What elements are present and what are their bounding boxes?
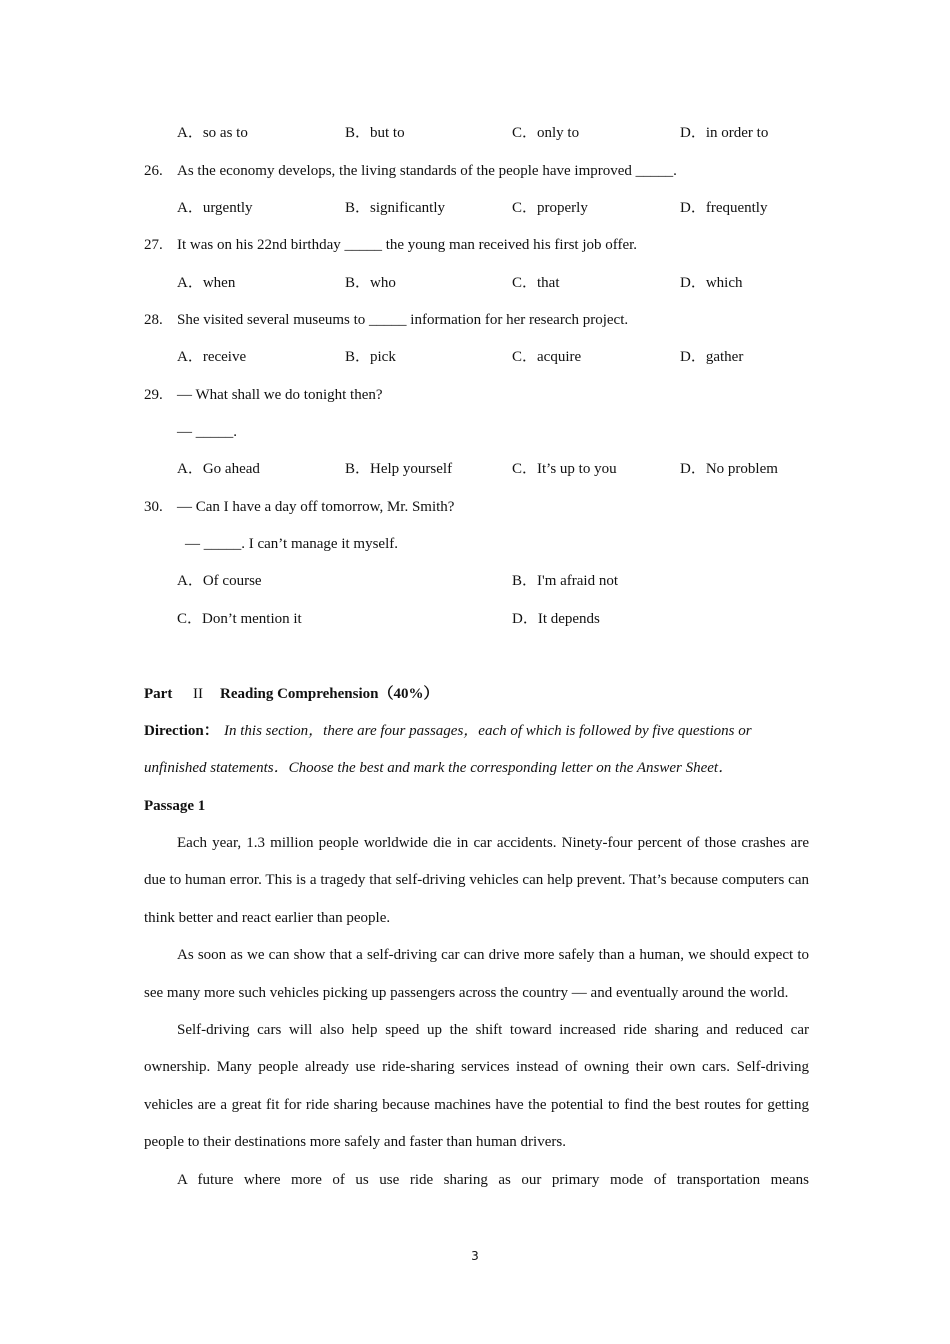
option-b[interactable]: B．pick (345, 349, 396, 365)
question-text: She visited several museums to _____ information for her research project. (177, 312, 629, 328)
q29-options (144, 460, 809, 480)
option-b[interactable]: B．significantly (345, 200, 445, 216)
question-number: 30. (144, 499, 163, 515)
option-a[interactable]: A．when (177, 275, 236, 291)
passage-title (144, 797, 809, 817)
q25-options (144, 124, 809, 144)
direction-text: In this section，there are four passages，each of which is followed by five questions or (224, 723, 752, 739)
option-d[interactable]: D．which (680, 275, 743, 291)
option-c[interactable]: C．acquire (512, 349, 582, 365)
option-d[interactable]: D．It depends (512, 611, 600, 627)
q28-options (144, 348, 809, 368)
option-a[interactable]: A．Go ahead (177, 461, 260, 477)
question-number: 27. (144, 237, 163, 253)
q30-options-row2 (144, 610, 809, 630)
option-b[interactable]: B．Help yourself (345, 461, 453, 477)
option-d[interactable]: D．in order to (680, 125, 769, 141)
q26-options (144, 199, 809, 219)
option-b[interactable]: B．but to (345, 125, 405, 141)
q30-reply (144, 535, 809, 555)
option-c[interactable]: C．only to (512, 125, 580, 141)
option-a[interactable]: A．so as to (177, 125, 248, 141)
passage-paragraph: A future where more of us use ride sharing as our primary mode of transportation means (177, 1171, 809, 1188)
question-number: 29. (144, 387, 163, 403)
passage-paragraph: As soon as we can show that a self-driving car can drive more safely than a human, we should expect to see many more such vehicles picking up passengers across the country — and eventually around the world. (144, 947, 809, 1001)
question-27 (144, 236, 809, 256)
passage-body (144, 825, 809, 1199)
direction-line-1 (144, 722, 809, 742)
question-29 (144, 386, 809, 406)
question-text: — What shall we do tonight then? (177, 387, 383, 403)
option-d[interactable]: D．frequently (680, 200, 768, 216)
question-text: It was on his 22nd birthday _____ the young man received his first job offer. (177, 237, 638, 253)
direction-line-2 (144, 759, 809, 779)
direction-text-continued: unfinished statements．Choose the best and mark the corresponding letter on the Answer Sheet． (144, 760, 734, 776)
option-d[interactable]: D．gather (680, 349, 744, 365)
dialogue-reply: — _____. I can’t manage it myself. (185, 536, 399, 552)
heading-title: Reading Comprehension（40%） (220, 686, 439, 702)
question-number: 26. (144, 163, 163, 179)
heading-number: II (193, 686, 203, 702)
q29-reply (144, 423, 809, 443)
heading-part: Part (144, 686, 173, 702)
q30-options-row1 (144, 572, 809, 592)
option-c[interactable]: C．properly (512, 200, 588, 216)
section-heading (144, 685, 809, 705)
option-a[interactable]: A．urgently (177, 200, 253, 216)
passage-paragraph: Each year, 1.3 million people worldwide die in car accidents. Ninety-four percent of those crashes are due to human error. This is a tragedy that self-driving vehicles can help prevent. That’s because computers can think better and react earlier than people. (144, 835, 809, 926)
question-26 (144, 162, 809, 182)
question-28 (144, 311, 809, 331)
passage-title-text: Passage 1 (144, 798, 206, 814)
option-c[interactable]: C．It’s up to you (512, 461, 617, 477)
direction-label: Direction： (144, 723, 219, 739)
option-a[interactable]: A．receive (177, 349, 247, 365)
option-c[interactable]: C．that (512, 275, 560, 291)
question-30 (144, 498, 809, 518)
question-text: — Can I have a day off tomorrow, Mr. Smith? (177, 499, 455, 515)
option-a[interactable]: A．Of course (177, 573, 262, 589)
q27-options (144, 274, 809, 294)
option-b[interactable]: B．I'm afraid not (512, 573, 619, 589)
page-number: 3 (471, 1249, 479, 1263)
option-c[interactable]: C．Don’t mention it (177, 611, 302, 627)
option-b[interactable]: B．who (345, 275, 396, 291)
dialogue-reply: — _____. (177, 424, 237, 440)
question-number: 28. (144, 312, 163, 328)
question-text: As the economy develops, the living standards of the people have improved _____. (177, 163, 677, 179)
option-d[interactable]: D．No problem (680, 461, 778, 477)
passage-paragraph: Self-driving cars will also help speed up the shift toward increased ride sharing and reduced car ownership. Many people already use ride-sharing services instead of owning their own cars. Self-driving vehicles are a great fit for ride sharing because machines have the potential to find the best routes for getting people to their destinations more safely and faster than human drivers. (144, 1022, 809, 1151)
